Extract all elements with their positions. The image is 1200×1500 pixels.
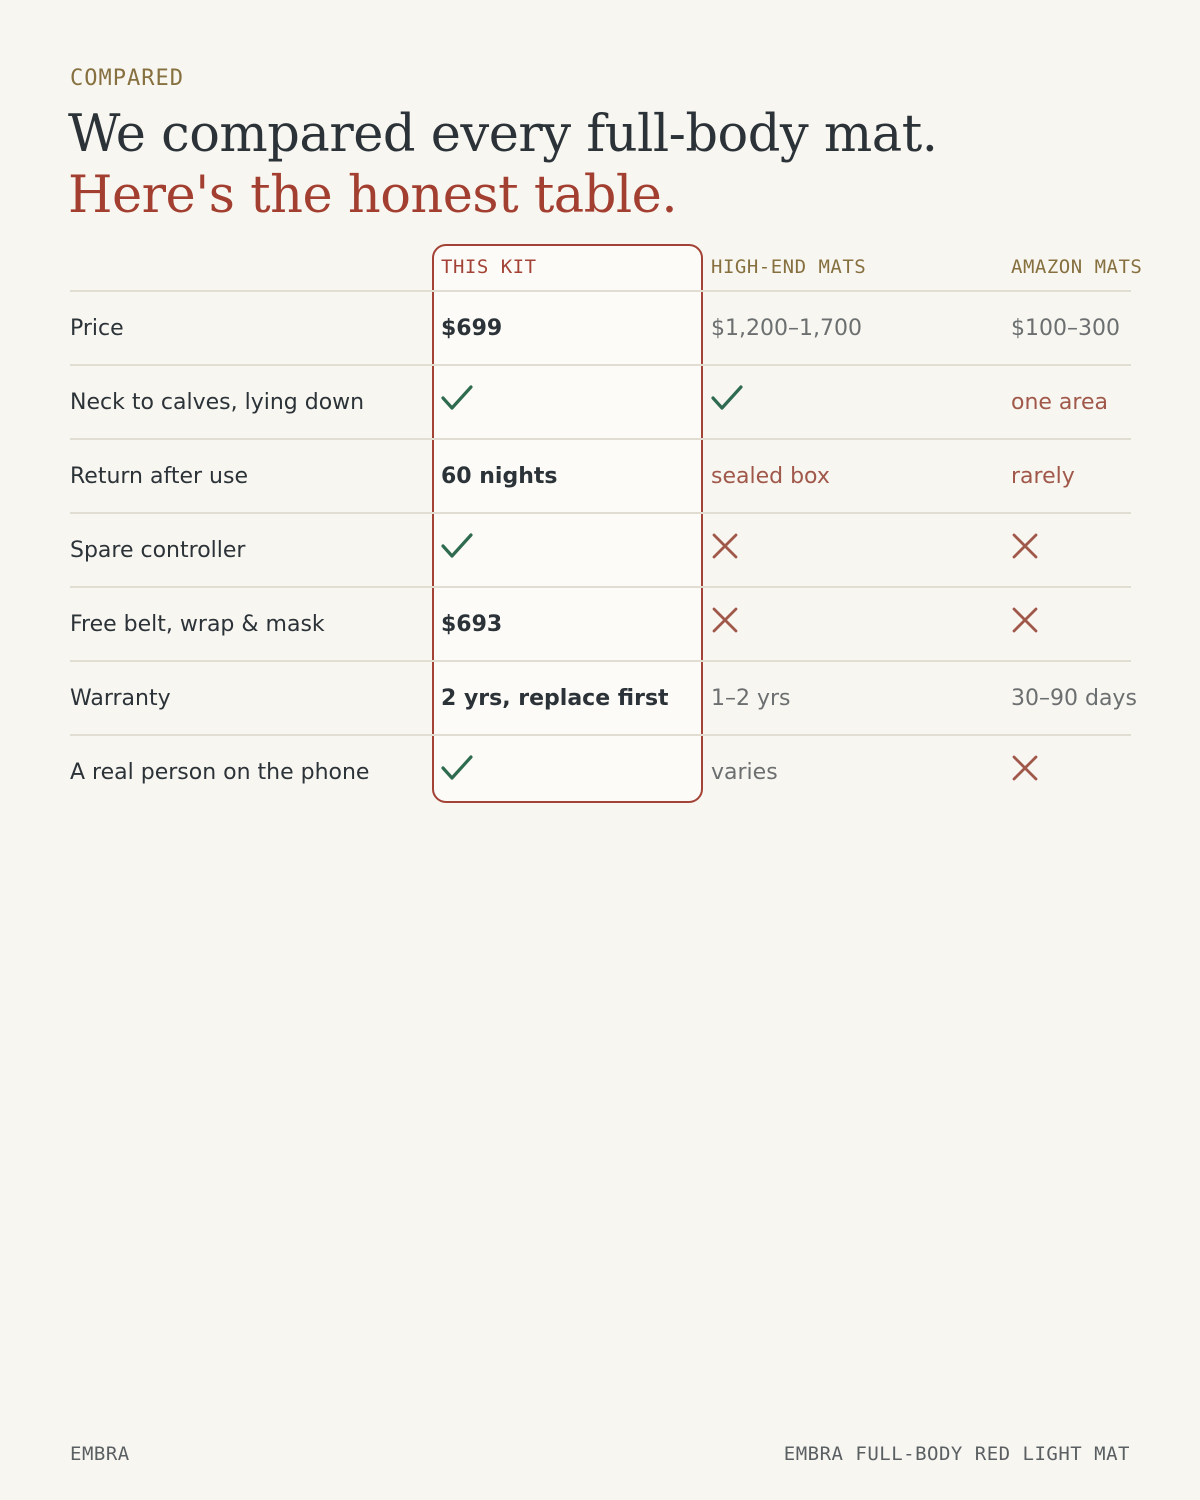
column-header-amazon-mats: AMAZON MATS [1011,256,1143,278]
high-end-value: sealed box [711,463,830,489]
table-row [0,662,1200,734]
amazon-value: one area [1011,389,1108,415]
footer-brand: EMBRA [70,1443,130,1465]
this-kit-value: $699 [441,315,503,341]
high-end-value: 1–2 yrs [711,685,791,711]
column-header-this-kit: THIS KIT [441,256,537,278]
table-row [0,588,1200,660]
table-row [0,514,1200,586]
check-icon [711,362,743,434]
eyebrow-label: COMPARED [70,66,184,91]
headline-line-1: We compared every full-body mat. [68,105,938,164]
high-end-value: $1,200–1,700 [711,315,862,341]
cross-icon [1011,732,1039,804]
table-row [0,440,1200,512]
row-label: Price [70,315,124,341]
this-kit-value: 60 nights [441,463,558,489]
amazon-value: rarely [1011,463,1075,489]
page-title [68,104,937,226]
row-label: Return after use [70,463,248,489]
table-row [0,736,1200,808]
headline-line-2: Here's the honest table. [68,166,678,225]
cross-icon [1011,584,1039,656]
amazon-value: $100–300 [1011,315,1120,341]
row-label: Warranty [70,685,171,711]
row-label: Neck to calves, lying down [70,389,365,415]
row-label: Free belt, wrap & mask [70,611,325,637]
amazon-value: 30–90 days [1011,685,1137,711]
footer-product: EMBRA FULL-BODY RED LIGHT MAT [783,1443,1130,1465]
this-kit-value: 2 yrs, replace first [441,685,669,711]
check-icon [441,510,473,582]
column-header-high-end-mats: HIGH-END MATS [711,256,867,278]
cross-icon [1011,510,1039,582]
check-icon [441,362,473,434]
row-label: A real person on the phone [70,759,370,785]
this-kit-value: $693 [441,611,503,637]
table-row [0,292,1200,364]
check-icon [441,732,473,804]
row-label: Spare controller [70,537,246,563]
table-row [0,366,1200,438]
cross-icon [711,584,739,656]
high-end-value: varies [711,759,778,785]
cross-icon [711,510,739,582]
